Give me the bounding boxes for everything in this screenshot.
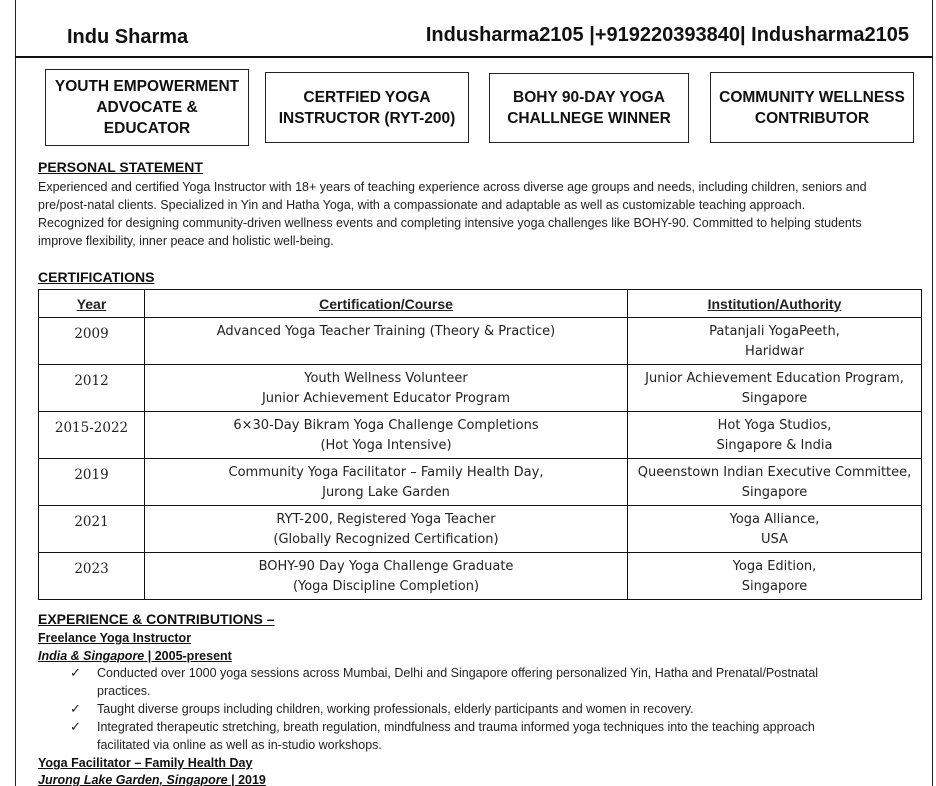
cell-institution [628, 459, 922, 506]
cell-institution [628, 553, 922, 600]
checkmark-icon: ✓ [70, 665, 81, 680]
badge-bohy-challenge [489, 73, 689, 143]
personal-statement-text: Experienced and certified Yoga Instructor with 18+ years of teaching experience across diverse age groups and needs, including children, seniors and pre/post-natal clients. Specialized in Yin and Hatha Yoga, with a compassionate and adaptable as well as customizable teaching approach. Recognized for designing community-driven wellness events and completing intensive yoga challenges like BOHY-90. Committed to helping students improve flexibility, inner peace and holistic well-being. [38, 180, 867, 248]
institution-line: Singapore & India [716, 438, 833, 453]
bullet-line: Taught diverse groups including children, working professionals, elderly participants and women in recovery. [97, 702, 694, 716]
column-header-year: Year [39, 290, 145, 318]
institution-line: Hot Yoga Studios, [717, 418, 832, 433]
cell-year: 2015-2022 [39, 412, 145, 459]
role-meta [38, 649, 232, 663]
course-line: Advanced Yoga Teacher Training (Theory & Practice) [216, 324, 556, 339]
cell-year: 2012 [39, 365, 145, 412]
course-line: RYT-200, Registered Yoga Teacher [276, 512, 496, 527]
badge-line: ADVOCATE & [96, 99, 198, 116]
role-title: Freelance Yoga Instructor [38, 631, 192, 645]
course-line: Junior Achievement Educator Program [261, 391, 511, 406]
course-line: 6×30-Day Bikram Yoga Challenge Completions [233, 418, 539, 433]
institution-line: Queenstown Indian Executive Committee, [637, 465, 912, 480]
role-title: Yoga Facilitator – Family Health Day [38, 756, 253, 770]
checkmark-icon: ✓ [70, 719, 81, 734]
resume-header [15, 18, 933, 58]
cell-institution [628, 365, 922, 412]
role-location: Jurong Lake Garden, Singapore [38, 773, 228, 786]
role-period: | 2005-present [144, 649, 232, 663]
role-period: | 2019 [227, 773, 266, 786]
cell-course [145, 459, 628, 506]
institution-line: USA [761, 532, 788, 547]
cell-course [145, 318, 628, 365]
list-item [70, 664, 860, 700]
table-row [39, 365, 922, 412]
list-item [70, 718, 860, 754]
badge-certified-yoga [265, 72, 469, 143]
cell-institution [628, 506, 922, 553]
role-bullet-list [70, 664, 860, 754]
institution-line: Patanjali YogaPeeth, [709, 324, 840, 339]
role-location: India & Singapore [38, 649, 145, 663]
cell-course [145, 506, 628, 553]
candidate-name: Indu Sharma [67, 26, 189, 48]
contact-line: Indusharma2105 |+919220393840| Indusharma2105 [425, 24, 909, 46]
certifications-heading: CERTIFICATIONS [38, 269, 155, 285]
course-line: Youth Wellness Volunteer [304, 371, 468, 386]
cell-course [145, 553, 628, 600]
cell-course [145, 412, 628, 459]
table-row [39, 412, 922, 459]
checkmark-icon: ✓ [70, 701, 81, 716]
cell-year: 2023 [39, 553, 145, 600]
column-header-course: Certification/Course [145, 290, 628, 318]
badge-line: COMMUNITY WELLNESS [719, 88, 905, 106]
badge-line: EDUCATOR [103, 120, 191, 137]
page-left-border [15, 0, 16, 786]
course-line: BOHY-90 Day Yoga Challenge Graduate [258, 559, 514, 574]
institution-line: Yoga Alliance, [729, 512, 820, 527]
page-right-border [932, 0, 933, 786]
cell-course [145, 365, 628, 412]
institution-line: Singapore [741, 391, 808, 406]
course-line: Community Yoga Facilitator – Family Health Day, [228, 465, 544, 480]
badge-line: INSTRUCTOR (RYT-200) [278, 109, 456, 127]
badge-line: CHALLNEGE WINNER [507, 110, 671, 127]
institution-line: Singapore [741, 579, 808, 594]
bullet-line: facilitated via online as well as in-studio workshops. [97, 738, 382, 752]
bullet-line: practices. [97, 684, 151, 698]
table-row [39, 506, 922, 553]
column-header-institution: Institution/Authority [628, 290, 922, 318]
table-row [39, 553, 922, 600]
course-line: (Globally Recognized Certification) [273, 532, 499, 547]
course-line: (Hot Yoga Intensive) [320, 438, 452, 453]
institution-line: Haridwar [745, 344, 804, 359]
institution-line: Yoga Edition, [732, 559, 817, 574]
institution-line: Junior Achievement Education Program, [645, 371, 904, 386]
table-header-row [39, 290, 922, 318]
cell-year: 2019 [39, 459, 145, 506]
institution-line: Singapore [741, 485, 808, 500]
badge-line: CERTFIED YOGA [303, 88, 431, 106]
cell-year: 2021 [39, 506, 145, 553]
personal-statement-heading: PERSONAL STATEMENT [38, 159, 203, 175]
badge-line: CONTRIBUTOR [754, 109, 870, 127]
table-row [39, 459, 922, 506]
course-line: (Yoga Discipline Completion) [292, 579, 480, 594]
bullet-line: Integrated therapeutic stretching, breath regulation, mindfulness and trauma informed yoga techniques into the teaching approach [97, 720, 815, 734]
bullet-line: Conducted over 1000 yoga sessions across Mumbai, Delhi and Singapore offering personalized Yin, Hatha and Prenatal/Postnatal [97, 666, 819, 680]
certifications-table [38, 289, 922, 600]
course-line: Jurong Lake Garden [322, 485, 450, 500]
cell-institution [628, 412, 922, 459]
cell-institution [628, 318, 922, 365]
list-item [70, 700, 860, 718]
cell-year: 2009 [39, 318, 145, 365]
badge-line: YOUTH EMPOWERMENT [54, 78, 240, 95]
badge-community-wellness [710, 72, 914, 143]
experience-heading: EXPERIENCE & CONTRIBUTIONS – [38, 611, 275, 627]
role-meta [38, 773, 266, 786]
badge-youth-empowerment [45, 69, 249, 146]
badge-line: BOHY 90-DAY YOGA [513, 89, 665, 106]
table-row [39, 318, 922, 365]
